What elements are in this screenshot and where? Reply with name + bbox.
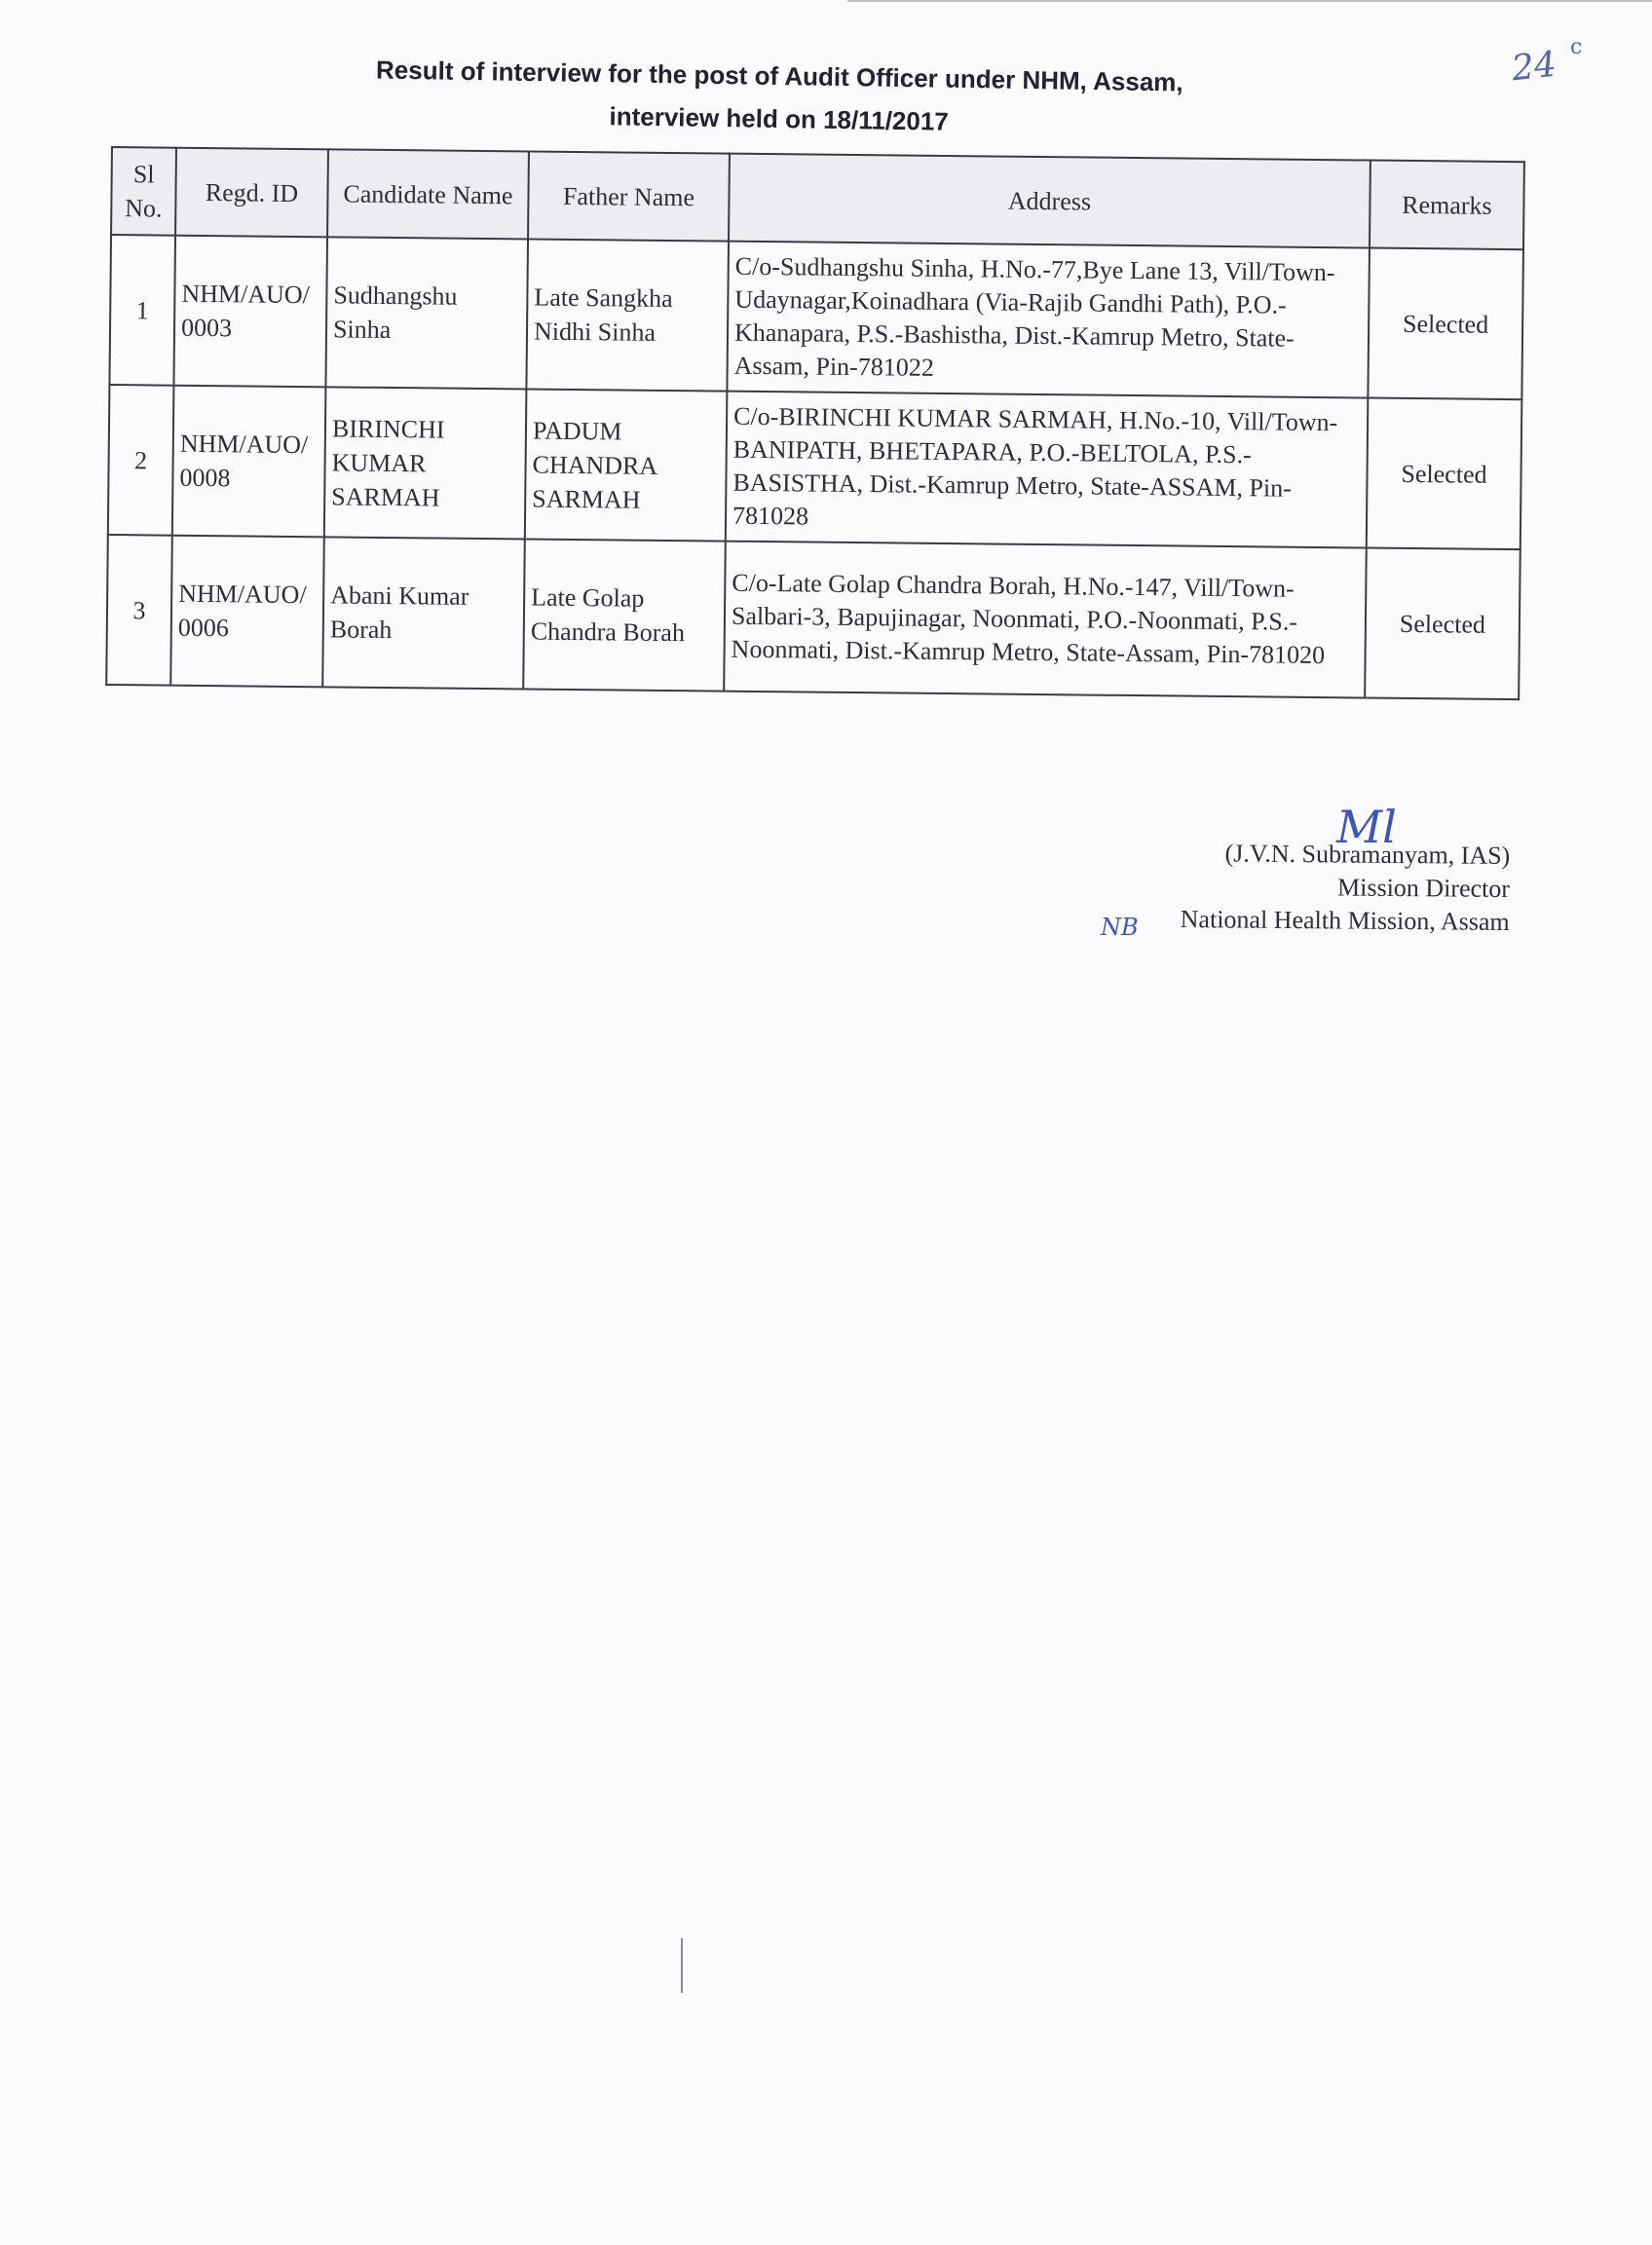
header-candidate-name: Candidate Name xyxy=(327,149,529,239)
cell-father-name: Late Sangkha Nidhi Sinha xyxy=(526,239,729,391)
cell-address: C/o-Sudhangshu Sinha, H.No.-77,Bye Lane 13, Vill/Town-Udaynagar,Koinadhara (Via-Rajib Gandhi Path), P.O.-Khanapara, P.S.-Bashistha, Dist.-Kamrup Metro, State-Assam, Pin-781022 xyxy=(727,242,1370,398)
cell-candidate-name: Abani Kumar Borah xyxy=(322,537,525,689)
cell-remarks: Selected xyxy=(1365,548,1521,700)
results-table xyxy=(105,146,1525,700)
handwritten-page-suffix: c xyxy=(1570,35,1583,59)
title-line-2: interview held on 18/11/2017 xyxy=(609,101,950,136)
header-father-name: Father Name xyxy=(528,151,730,241)
cell-sl-no: 1 xyxy=(109,235,175,386)
header-sl-no: Sl No. xyxy=(111,147,176,236)
results-table-container xyxy=(105,146,1523,700)
cell-sl-no: 3 xyxy=(106,535,172,686)
handwritten-signature: Ml xyxy=(1336,801,1397,853)
cell-address: C/o-BIRINCHI KUMAR SARMAH, H.No.-10, Vill/Town-BANIPATH, BHETAPARA, P.O.-BELTOLA, P.S.-BASISTHA, Dist.-Kamrup Metro, State-ASSAM, Pin-781028 xyxy=(726,392,1369,548)
table-row xyxy=(106,535,1521,699)
signatory-organization: National Health Mission, Assam xyxy=(1180,905,1510,937)
cell-regd-id: NHM/AUO/ 0008 xyxy=(172,386,326,538)
cell-regd-id: NHM/AUO/ 0003 xyxy=(173,236,327,388)
scan-artifact-line xyxy=(681,1938,683,1993)
header-address: Address xyxy=(729,154,1370,248)
table-header-row xyxy=(111,147,1524,249)
table-row xyxy=(109,235,1523,399)
title-line-1: Result of interview for the post of Audit Officer under NHM, Assam, xyxy=(375,55,1183,97)
cell-father-name: PADUM CHANDRA SARMAH xyxy=(525,389,728,541)
cell-candidate-name: Sudhangshu Sinha xyxy=(325,237,528,389)
signatory-designation: Mission Director xyxy=(1336,873,1511,904)
cell-remarks: Selected xyxy=(1367,398,1522,550)
cell-candidate-name: BIRINCHI KUMAR SARMAH xyxy=(324,387,527,539)
signatory-block xyxy=(1062,836,1511,939)
cell-remarks: Selected xyxy=(1368,248,1523,400)
cell-sl-no: 2 xyxy=(108,385,174,536)
header-remarks: Remarks xyxy=(1370,161,1524,250)
cell-father-name: Late Golap Chandra Borah xyxy=(523,539,726,691)
signatory-name: (J.V.N. Subramanyam, IAS) xyxy=(1224,839,1511,871)
document-title xyxy=(291,47,1266,148)
cell-regd-id: NHM/AUO/ 0006 xyxy=(170,536,324,688)
scan-edge-rule xyxy=(847,0,1652,2)
handwritten-initials: NB xyxy=(1101,914,1139,941)
header-regd-id: Regd. ID xyxy=(175,148,328,238)
table-row xyxy=(108,385,1522,549)
handwritten-page-number: 24 xyxy=(1509,44,1558,90)
cell-address: C/o-Late Golap Chandra Borah, H.No.-147, Vill/Town-Salbari-3, Bapujinagar, Noonmati, P.O.-Noonmati, P.S.-Noonmati, Dist.-Kamrup Metro, State-Assam, Pin-781020 xyxy=(724,542,1367,698)
